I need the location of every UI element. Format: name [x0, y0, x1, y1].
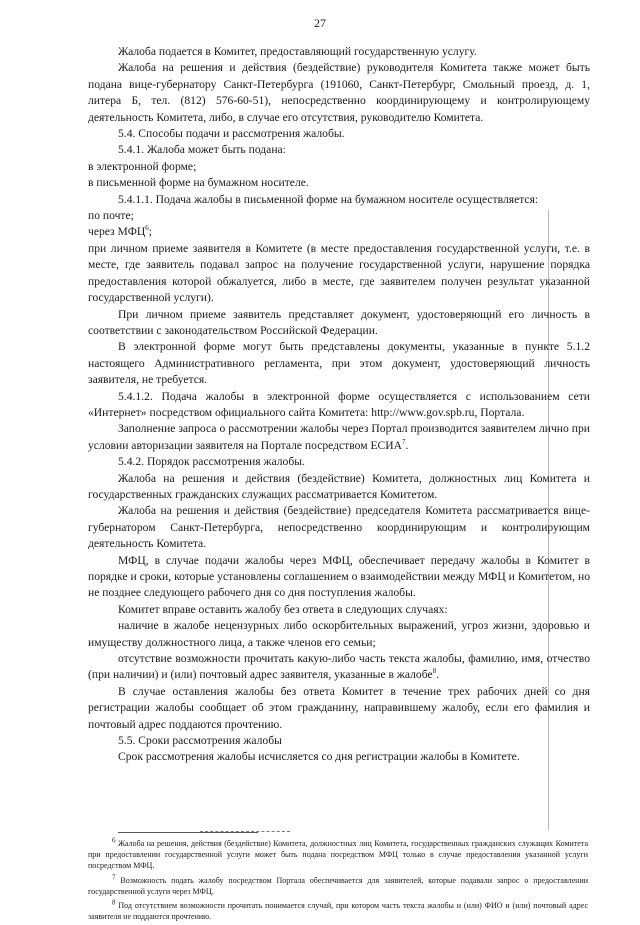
footnote — [88, 872, 589, 897]
paragraph: Срок рассмотрения жалобы исчисляется со дня регистрации жалобы в Комитете. — [118, 750, 520, 764]
paragraph: В электронной форме могут быть представлены документы, указанные в пункте 5.1.2 настоящего Административного регламента, при этом документ, удостоверяющий личность заявителя, не требуется. — [88, 340, 590, 387]
footnote — [88, 900, 588, 922]
footnote-separator-dashed — [200, 831, 290, 832]
paragraph: наличие в жалобе нецензурных либо оскорбительных выражений, угроз жизни, здоровью и имуществу должностного лица, а также членов его семьи; — [88, 619, 590, 649]
paragraph: по почте; — [88, 209, 134, 223]
paragraph-mfc: через МФЦ$^6$; — [88, 224, 152, 239]
footnote-text: Жалоба на решения, действия (бездействие) Комитета, должностных лиц Комитета, государственных гражданских служащих Комитета при предоставлении государственной услуги может быть подана посредством МФЦ только в случае предоставления указанной услуги посредством МФЦ. — [88, 839, 589, 871]
footnote-mark: 8 — [112, 898, 116, 907]
paragraph: 5.4.1. Жалоба может быть подана: — [118, 143, 286, 157]
footnote-ref: 6 — [145, 224, 149, 233]
footnote-separator — [118, 832, 258, 833]
document-body — [88, 44, 590, 766]
footnote-ref: 8 — [432, 667, 437, 676]
paragraph: При личном приеме заявитель представляет документ, удостоверяющий его личность в соответствии с законодательством Российской Федерации. — [88, 307, 590, 337]
paragraph: Жалоба на решения и действия (бездействие) руководителя Комитета также может быть подана вице-губернатору Санкт-Петербурга (191060, Санкт-Петербург, Смольный проезд, д. 1, литера Б, тел. (812) 576-60-51), непосредственно координирующему и контролирующему деятельность Комитета, либо, в случае его отсутствия, руководителю Комитета. — [88, 61, 590, 124]
paragraph: в электронной форме; — [88, 159, 197, 173]
paragraph: в письменной форме на бумажном носителе. — [88, 176, 309, 190]
paragraph-esia: Заполнение запроса о рассмотрении жалобы через Портал производится заявителем лично при условии авторизации заявителя на Портале посредством ЕСИА$^7$. — [88, 422, 590, 452]
paragraph: Жалоба на решения и действия (бездействие) Комитета, должностных лиц Комитета и государственных гражданских служащих рассматривается Комитетом. — [88, 471, 590, 501]
paragraph-text: отсутствие возможности прочитать какую-либо часть текста жалобы, фамилию, имя, отчество (при наличии) и (или) почтовый адрес заявителя, указанные в жалобе — [88, 652, 590, 682]
paragraph: Жалоба на решения и действия (бездействие) председателя Комитета рассматривается вице-губернатором Санкт-Петербурга, непосредственно координирующим и контролирующим деятельность Комитета. — [88, 504, 590, 551]
paragraph: Комитет вправе оставить жалобу без ответа в следующих случаях: — [118, 602, 448, 616]
paragraph: 5.4.1.1. Подача жалобы в письменной форме на бумажном носителе осуществляется: — [118, 192, 539, 206]
paragraph-letters: отсутствие возможности прочитать какую-либо часть текста жалобы, фамилию, имя, отчество (при наличии) и (или) почтовый адрес заявителя, указанные в жалобе$^8$. — [88, 652, 590, 682]
footnote-text: Возможность подать жалобу посредством Портала обеспечивается для заявителей, которые подавали запрос о предоставлении государственной услуги через МФЦ. — [88, 875, 589, 896]
footnotes — [88, 838, 588, 925]
paragraph: при личном приеме заявителя в Комитете (в месте предоставления государственной услуги, т.е. в месте, где заявитель подавал запрос на получение государственной услуги, нарушение порядка предоставления которой обжалуется, либо в месте, где заявителем получен результат указанной государственной услуги). — [88, 241, 590, 305]
footnote-mark: 6 — [112, 836, 116, 845]
paragraph: 5.5. Сроки рассмотрения жалобы — [118, 734, 282, 748]
footnote-text: Под отсутствием возможности прочитать понимается случай, при котором часть текста жалобы и (или) ФИО и (или) почтовый адрес заявителя не поддаются прочтению. — [88, 901, 588, 922]
paragraph: 5.4. Способы подачи и рассмотрения жалобы. — [118, 127, 345, 141]
paragraph: В случае оставления жалобы без ответа Комитет в течение трех рабочих дней со дня регистрации жалобы сообщает об этом гражданину, направившему жалобу, если его фамилия и почтовый адрес поддаются прочтению. — [88, 684, 590, 731]
footnote — [88, 838, 588, 872]
paragraph: Жалоба подается в Комитет, предоставляющий государственную услугу. — [118, 45, 477, 58]
footnote-ref: 7 — [402, 437, 406, 446]
paragraph: 5.4.2. Порядок рассмотрения жалобы. — [118, 455, 305, 469]
paragraph: МФЦ, в случае подачи жалобы через МФЦ, обеспечивает передачу жалобы в Комитет в порядке и сроки, которые установлены соглашением о взаимодействии между МФЦ и Комитетом, но не позднее следующего рабочего дня со дня поступления жалобы. — [88, 553, 590, 600]
paragraph-text: через МФЦ — [88, 225, 146, 239]
paragraph: 5.4.1.2. Подача жалобы в электронной форме осуществляется с использованием сети «Интернет» посредством официального сайта Комитета: http://www.gov.spb.ru, Портала. — [88, 389, 590, 419]
paragraph-text: Заполнение запроса о рассмотрении жалобы через Портал производится заявителем лично при условии авторизации заявителя на Портале посредством ЕСИА — [88, 422, 590, 452]
footnote-mark: 7 — [112, 872, 116, 881]
page-number: 27 — [314, 16, 326, 30]
